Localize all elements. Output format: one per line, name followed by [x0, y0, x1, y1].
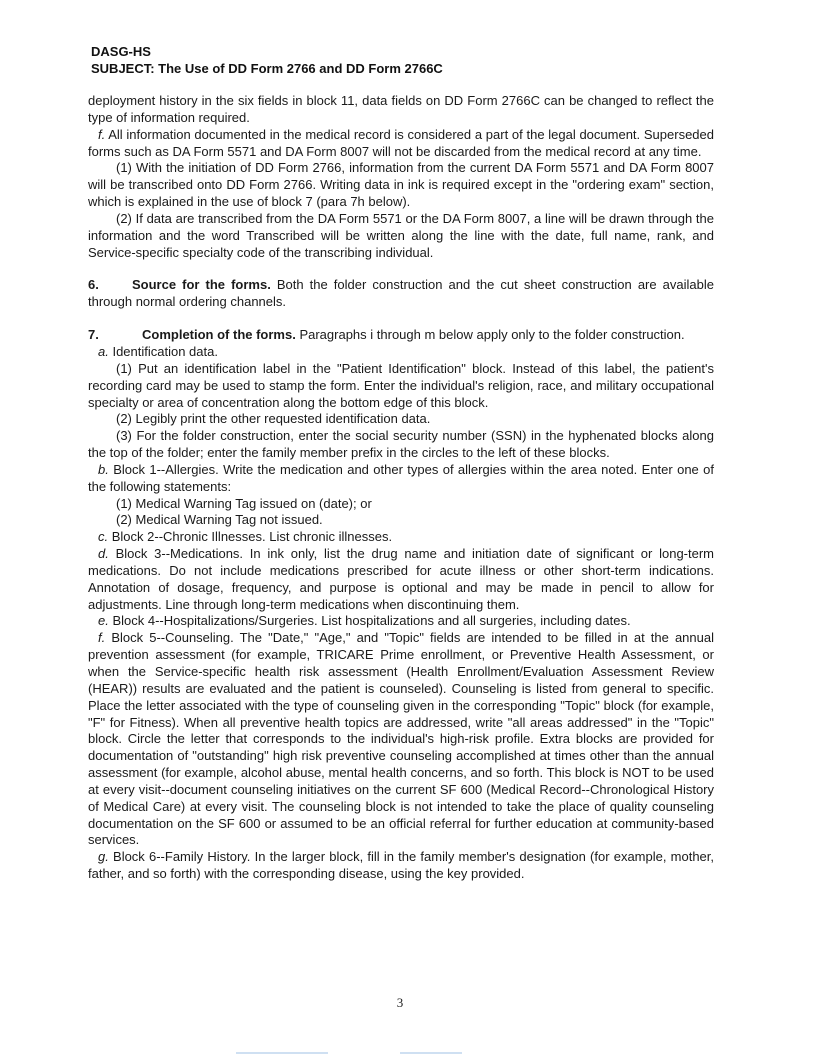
- page-number: 3: [396, 995, 404, 1010]
- section-title: Completion of the forms.: [142, 327, 296, 343]
- paragraph-label: b.: [98, 461, 109, 477]
- subparagraph-b1: (1) Medical Warning Tag issued on (date); or: [116, 495, 372, 511]
- paragraph-label: g.: [98, 849, 109, 865]
- memo-subject: SUBJECT: The Use of DD Form 2766 and DD Form 2766C: [91, 61, 443, 76]
- paragraph-f-legal: f. All information documented in the medical record is considered a part of the legal document. Superseded forms such as DA Form 5571 and DA Form 8007 will not be discarded from the medical record at any time.: [88, 126, 714, 159]
- paragraph-f-counseling: f. Block 5--Counseling. The "Date," "Age," and "Topic" fields are intended to be filled in at the annual prevention assessment (for example, TRICARE Prime enrollment, or Preventive Health Assessment, or when the Service-specific health risk assessment (Health Enrollment/Evaluation Assessment Review (HEAR)) results are evaluated and the patient is counseled). Counseling is listed from general to specific. Place the letter associated with the type of counseling given in the corresponding "Topic" block (for example, "F" for Fitness). When all preventive health topics are addressed, write "all areas addressed" in the "Topic" block. Circle the letter that corresponds to the individual's high-risk profile. Extra blocks are provided for documentation of "outstanding" high risk preventive counseling accomplished at times other than the annual assessment (for example, alcohol abuse, mental health concerns, and so forth. This block is NOT to be used at every visit--document counseling initiatives on the current SF 600 (Medical Record--Chronological History of Medical Care) at every visit. The counseling block is not intended to take the place of quality counseling documentation on the SF 600 or assumed to be an official referral for further education at community-based services.: [88, 630, 714, 848]
- paragraph-label: f.: [98, 630, 106, 646]
- subparagraph-f1: (1) With the initiation of DD Form 2766, information from the current DA Form 5571 and DA Form 8007 will be transcribed onto DD Form 2766. Writing data in ink is required except in the "ordering exam" section, which is explained in the use of block 7 (para 7h below).: [88, 160, 714, 210]
- paragraph-label: f.: [98, 126, 106, 142]
- section-number: 6.: [88, 277, 99, 293]
- scan-artifact-line: [236, 1052, 328, 1054]
- paragraph-d: d. Block 3--Medications. In ink only, list the drug name and initiation date of significant or long-term medications. Do not include medications prescribed for acute illness or other short-term indications. Annotation of dosage, frequency, and purpose is optional and may be made in pencil to allow for adjustments. Line through long-term medications when discontinuing them.: [88, 546, 714, 612]
- paragraph-b: b. Block 1--Allergies. Write the medication and other types of allergies within the area noted. Enter one of the following statements:: [88, 461, 714, 494]
- paragraph-label: a.: [98, 343, 109, 359]
- paragraph-g: g. Block 6--Family History. In the larger block, fill in the family member's designation (for example, mother, father, and so forth) with the corresponding disease, using the key provided.: [88, 849, 714, 882]
- paragraph-label: d.: [98, 546, 109, 562]
- paragraph-label: c.: [98, 529, 109, 545]
- subparagraph-a3: (3) For the folder construction, enter the social security number (SSN) in the hyphenated blocks along the top of the folder; enter the family member prefix in the circles to the left of these blocks.: [88, 428, 714, 461]
- memo-body: [88, 93, 714, 883]
- continued-paragraph: deployment history in the six fields in block 11, data fields on DD Form 2766C can be changed to reflect the type of information required.: [88, 93, 714, 125]
- section-6: 6. Source for the forms. Both the folder construction and the cut sheet construction are available through normal ordering channels.: [88, 277, 714, 310]
- scan-artifact-line: [400, 1052, 462, 1054]
- paragraph-a: a. Identification data.: [98, 343, 218, 359]
- subparagraph-a1: (1) Put an identification label in the "Patient Identification" block. Instead of this label, the patient's recording card may be used to stamp the form. Enter the individual's religion, race, and military occupational specialty or area of concentration along the bottom edge of this block.: [88, 360, 714, 410]
- subparagraph-a2: (2) Legibly print the other requested identification data.: [116, 411, 431, 427]
- paragraph-e: e. Block 4--Hospitalizations/Surgeries. List hospitalizations and all surgeries, including dates.: [98, 613, 631, 629]
- section-title: Source for the forms.: [132, 277, 271, 293]
- paragraph-label: e.: [98, 613, 109, 629]
- subparagraph-b2: (2) Medical Warning Tag not issued.: [116, 512, 323, 528]
- paragraph-c: c. Block 2--Chronic Illnesses. List chronic illnesses.: [98, 529, 393, 545]
- memo-header: [91, 43, 443, 77]
- office-symbol: DASG-HS: [91, 44, 151, 59]
- section-7: 7. Completion of the forms. Paragraphs i through m below apply only to the folder construction.: [88, 327, 685, 343]
- subparagraph-f2: (2) If data are transcribed from the DA Form 5571 or the DA Form 8007, a line will be drawn through the information and the word Transcribed will be written along the line with the date, full name, rank, and Service-specific specialty code of the transcribing individual.: [88, 210, 714, 260]
- section-number: 7.: [88, 327, 99, 343]
